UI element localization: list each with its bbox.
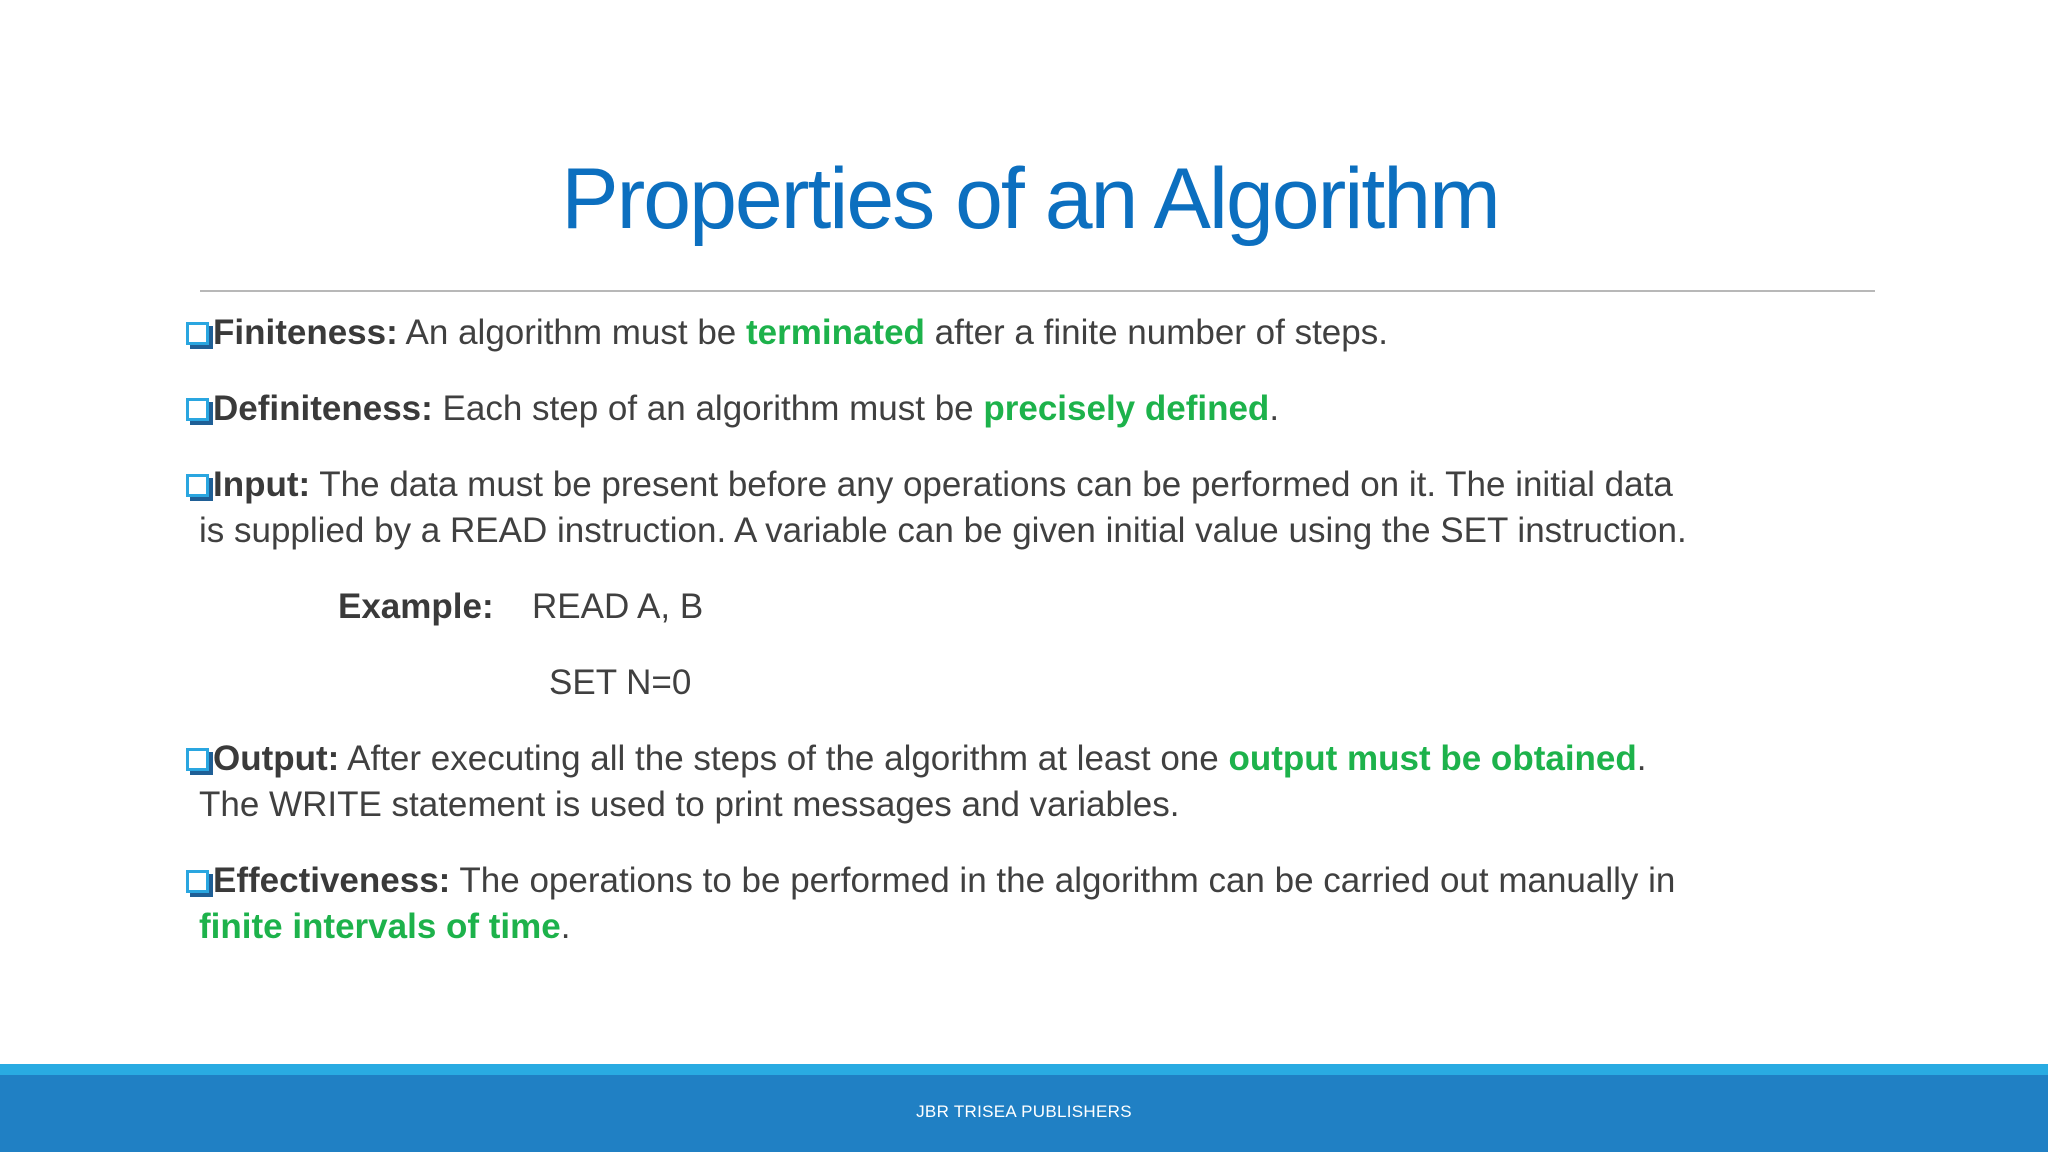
example-code: SET N=0 bbox=[549, 663, 692, 702]
checkbox-square-icon bbox=[186, 398, 209, 421]
bullet-highlight: output must be obtained bbox=[1228, 739, 1637, 778]
bullet-text: Each step of an algorithm must be bbox=[432, 389, 984, 428]
bullet-term: Finiteness: bbox=[213, 313, 398, 352]
slide-title: Properties of an Algorithm bbox=[561, 151, 1499, 247]
bullet-text: . bbox=[560, 907, 571, 946]
example-code: READ A, B bbox=[532, 587, 704, 626]
footer-bar bbox=[0, 1075, 2048, 1152]
checkbox-square-icon bbox=[186, 474, 209, 497]
example-line-2 bbox=[186, 660, 1886, 706]
bullet-text: An algorithm must be bbox=[397, 313, 746, 352]
bullet-term: Definiteness: bbox=[213, 389, 433, 428]
footer-publisher: JBR TRISEA PUBLISHERS bbox=[916, 1102, 1132, 1121]
bullet-text-continued: is supplied by a READ instruction. A variable can be given initial value using the SET instruction. bbox=[199, 511, 1687, 550]
bullet-text: After executing all the steps of the algorithm at least one bbox=[339, 739, 1229, 778]
bullet-term: Output: bbox=[213, 739, 340, 778]
bullet-text-continued: The WRITE statement is used to print messages and variables. bbox=[199, 785, 1180, 824]
bullet-text: . bbox=[1269, 389, 1280, 428]
bullet-definiteness bbox=[186, 386, 1886, 432]
bullet-text: after a finite number of steps. bbox=[924, 313, 1388, 352]
title-divider bbox=[200, 290, 1875, 292]
bullet-highlight: terminated bbox=[746, 313, 925, 352]
checkbox-square-icon bbox=[186, 322, 209, 345]
checkbox-square-icon bbox=[186, 748, 209, 771]
bullet-finiteness bbox=[186, 310, 1886, 356]
bullet-highlight: finite intervals of time bbox=[199, 907, 561, 946]
bullet-text: . bbox=[1636, 739, 1647, 778]
bullet-text: The operations to be performed in the algorithm can be carried out manually in bbox=[450, 861, 1676, 900]
bullet-text: The data must be present before any operations can be performed on it. The initial data bbox=[310, 465, 1673, 504]
example-line-1 bbox=[186, 584, 1886, 630]
bullet-highlight: precisely defined bbox=[983, 389, 1270, 428]
bullet-input bbox=[186, 462, 1886, 554]
bullet-term: Input: bbox=[213, 465, 311, 504]
bullet-term: Effectiveness: bbox=[213, 861, 451, 900]
bullet-output bbox=[186, 736, 1886, 828]
bullet-effectiveness bbox=[186, 858, 1886, 950]
footer-stripe bbox=[0, 1064, 2048, 1075]
bullet-text-continued bbox=[186, 904, 1886, 950]
slide-body bbox=[186, 310, 1886, 980]
checkbox-square-icon bbox=[186, 870, 209, 893]
example-label: Example: bbox=[338, 587, 494, 626]
